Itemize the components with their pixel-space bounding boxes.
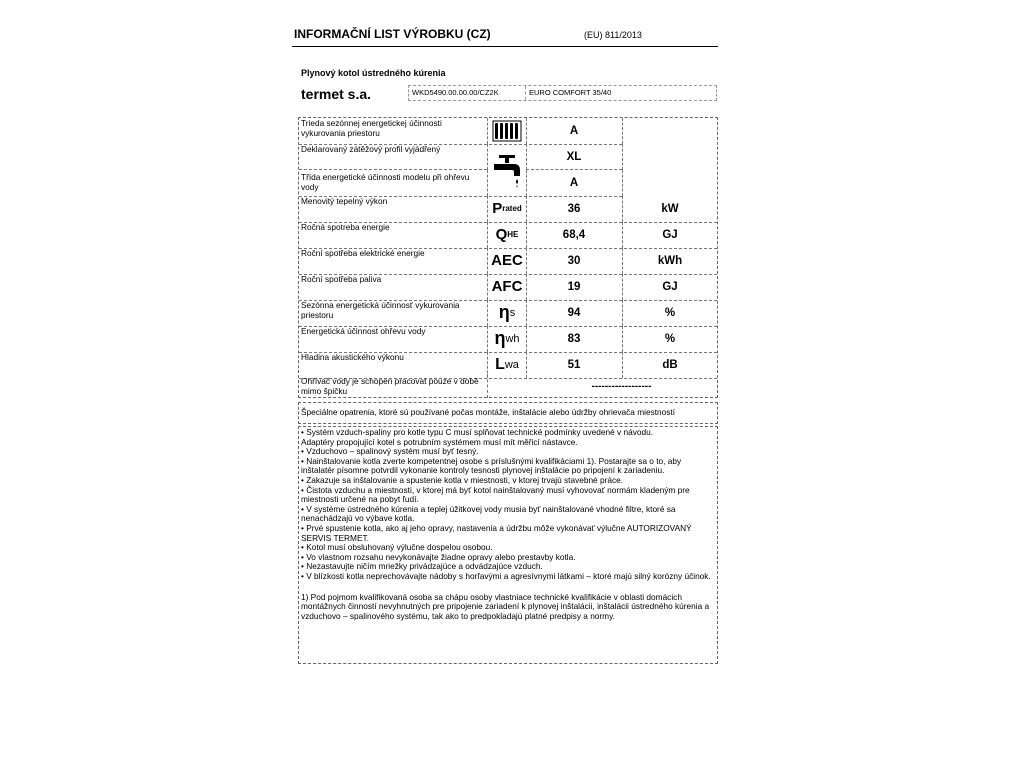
- brand-name: termet s.a.: [301, 86, 372, 102]
- row-value: 94: [526, 300, 623, 326]
- row-symbol: AFC: [487, 274, 527, 300]
- specs-table: [298, 117, 718, 398]
- row-value: XL: [526, 144, 623, 170]
- row-symbol: [487, 374, 526, 398]
- document-title: INFORMAČNÍ LIST VÝROBKU (CZ): [294, 27, 491, 41]
- row-label: Ročná spotreba energie: [301, 222, 390, 232]
- list-item: • Vo vlastnom rozsahu nevykonávajte žiadne opravy alebo prestavby kotla.: [301, 551, 576, 562]
- list-item: • Nainštalovanie kotla zverte kompetentnej osobe s príslušnými kvalifikáciami 1). Postarajte sa o to, aby inštalatér písomne potvrdil vykonanie kontroly tesnosti plynovej inštalácie po pripojení k zariadeniu.: [301, 455, 682, 476]
- product-id-box: [408, 85, 717, 101]
- table-row: [299, 196, 717, 223]
- row-value: ------------------: [591, 380, 652, 392]
- row-label: Třída energetické účinnosti modelu při ohřevu vody: [301, 172, 470, 192]
- row-value: 51: [526, 352, 623, 378]
- row-label: Energetická účinnost ohřevu vody: [301, 326, 426, 336]
- list-item: • Vzduchovo – spalinový systém musí byť tesný.: [301, 446, 479, 457]
- row-label: Deklarovaný zátěžový profil vyjádřený: [301, 144, 441, 154]
- row-unit: dB: [662, 358, 678, 371]
- row-label: Ohřívač vody je schopen pracovat pouze v době mimo špičku: [301, 376, 479, 396]
- table-row: [299, 300, 717, 327]
- installation-notes: [298, 426, 718, 664]
- row-value: 36: [526, 196, 623, 222]
- row-label: Sezónna energetická účinnosť vykurovania priestoru: [301, 300, 460, 320]
- row-value: 83: [526, 326, 623, 352]
- row-value: 19: [526, 274, 623, 300]
- footnote: 1) Pod pojmom kvalifikovaná osoba sa chápu osoby vlastniace technické kvalifikácie v oblasti domácich montážnych činností nevyhnutných pre pripojenie zariadení k plynovej inštalácii, inštalácii ústredného kúrenia a vzduchovo – spalinového systému, tak ako to predpokladajú platné predpisy a normy.: [301, 591, 710, 621]
- table-row: [299, 274, 717, 301]
- list-item: • V blízkosti kotla neprechovávajte nádoby s horľavými a agresívnymi látkami – ktoré majú silný korózny účinok.: [301, 570, 711, 581]
- row-label: Menovitý tepelný výkon: [301, 196, 388, 206]
- table-row: [299, 118, 622, 145]
- list-item: • Čistota vzduchu a miestnosti, v ktorej má byť kotol nainštalovaný musí vyhovovať normám kladeným pre miestnosti určené na pobyt ľudí.: [301, 484, 690, 505]
- row-label: Roční spotřeba elektrické energie: [301, 248, 425, 258]
- row-unit: GJ: [662, 280, 678, 293]
- table-row: [299, 222, 717, 249]
- list-item: • V systéme ústredného kúrenia a teplej úžitkovej vody musia byť nainštalované vhodné filtre, ktoré sa nenachádzajú vo výbave kotla.: [301, 503, 676, 524]
- row-unit: kWh: [657, 254, 683, 267]
- row-symbol: P rated: [487, 196, 527, 222]
- header-divider: [292, 46, 718, 47]
- product-code: WKD5490.00.00.00/CZ2K: [409, 86, 526, 100]
- row-unit: kW: [661, 202, 679, 215]
- row-value: A: [526, 170, 623, 196]
- row-unit: %: [664, 306, 676, 319]
- row-label: Hladina akustického výkonu: [301, 352, 404, 362]
- table-row: [299, 326, 717, 353]
- list-item: • Systém vzduch-spaliny pro kotle typu C musí splňovat technické podmínky uvedené v návodu.: [301, 427, 654, 437]
- row-symbol: AEC: [487, 248, 527, 274]
- row-unit: GJ: [662, 228, 678, 241]
- list-item: • Kotol musí obsluhovaný výlučne dospelou osobou.: [301, 542, 493, 553]
- regulation-number: (EU) 811/2013: [584, 30, 642, 40]
- list-item: Adaptéry propojující kotel s potrubním systémem musí mít měřicí nástavce.: [301, 436, 578, 447]
- table-row: [299, 248, 717, 275]
- row-unit: %: [664, 332, 676, 345]
- row-label: Trieda sezónnej energetickej účinnosti vykurovania priestoru: [301, 118, 442, 138]
- row-symbol: L wa: [487, 352, 527, 378]
- row-value: 68,4: [526, 222, 623, 248]
- row-symbol: Q HE: [487, 222, 527, 248]
- list-item: • Prvé spustenie kotla, ako aj jeho opravy, nastavenia a údržbu môže vykonávať výlučne AUTORIZOVANÝ SERVIS TERMET.: [301, 522, 692, 543]
- row-value: 30: [526, 248, 623, 274]
- product-model: EURO COMFORT 35/40: [529, 88, 612, 97]
- row-label: Roční spotřeba paliva: [301, 274, 382, 284]
- row-symbol: η wh: [487, 326, 527, 352]
- list-item: • Nezastavujte ničím mriežky privádzajúce a odvádzajúce vzduch.: [301, 561, 543, 572]
- row-value: A: [526, 118, 623, 144]
- special-measures-heading: Špeciálne opatrenia, ktoré sú používané počas montáže, inštalácie alebo údržby ohrievača miestností: [298, 402, 718, 424]
- table-row: [299, 374, 717, 398]
- product-type: Plynový kotol ústredného kúrenia: [301, 68, 446, 78]
- table-row: [299, 170, 622, 197]
- radiator-icon: [487, 118, 527, 144]
- row-symbol: η s: [487, 300, 527, 326]
- list-item: • Zakazuje sa inštalovanie a spustenie kotla v miestnosti, v ktorej trvajú stavebné práce.: [301, 474, 624, 485]
- table-row: [299, 144, 622, 170]
